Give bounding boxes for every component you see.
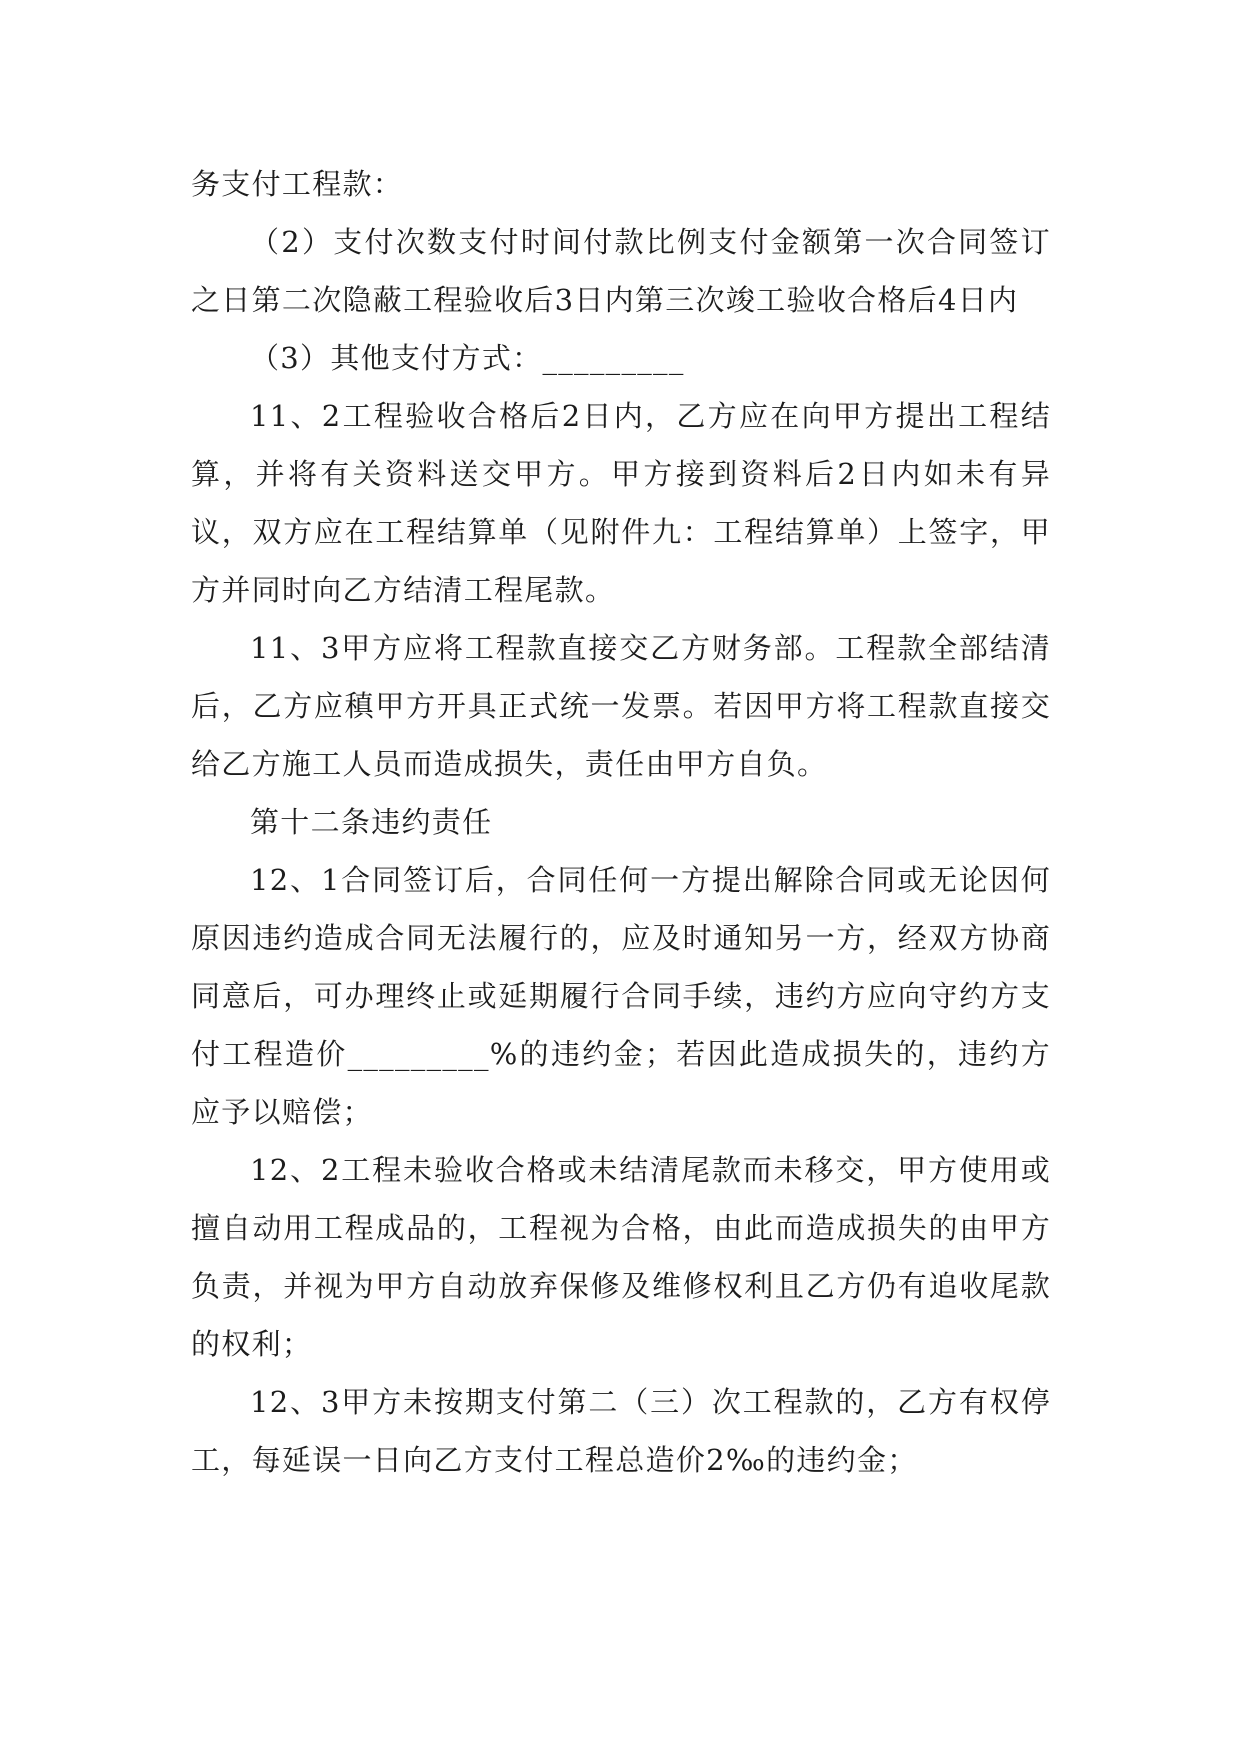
- paragraph-8: 12、2工程未验收合格或未结清尾款而未移交，甲方使用或擅自动用工程成品的，工程视为合格，由此而造成损失的由甲方负责，并视为甲方自动放弃保修及维修权利且乙方仍有追收尾款的权利；: [191, 1153, 1051, 1361]
- paragraph-2: （2）支付次数支付时间付款比例支付金额第一次合同签订之日第二次隐蔽工程验收后3日内第三次竣工验收合格后4日内: [191, 225, 1051, 317]
- paragraph-9: 12、3甲方未按期支付第二（三）次工程款的，乙方有权停工，每延误一日向乙方支付工程总造价2‰的违约金；: [191, 1385, 1051, 1477]
- section-heading: 第十二条违约责任: [250, 805, 493, 839]
- paragraph-5: 11、3甲方应将工程款直接交乙方财务部。工程款全部结清后，乙方应稹甲方开具正式统一发票。若因甲方将工程款直接交给乙方施工人员而造成损失，责任由甲方自负。: [191, 631, 1051, 781]
- paragraph-7: 12、1合同签订后，合同任何一方提出解除合同或无论因何原因违约造成合同无法履行的，应及时通知另一方，经双方协商同意后，可办理终止或延期履行合同手续，违约方应向守约方支付工程造价_________%的违约金；若因此造成损失的，违约方应予以赔偿；: [191, 863, 1051, 1129]
- document-body: [191, 155, 1051, 1489]
- paragraph-1: 务支付工程款：: [191, 167, 404, 201]
- paragraph-3: （3）其他支付方式：_________: [250, 341, 685, 375]
- paragraph-4: 11、2工程验收合格后2日内，乙方应在向甲方提出工程结算，并将有关资料送交甲方。甲方接到资料后2日内如未有异议，双方应在工程结算单（见附件九：工程结算单）上签字，甲方并同时向乙方结清工程尾款。: [191, 399, 1051, 607]
